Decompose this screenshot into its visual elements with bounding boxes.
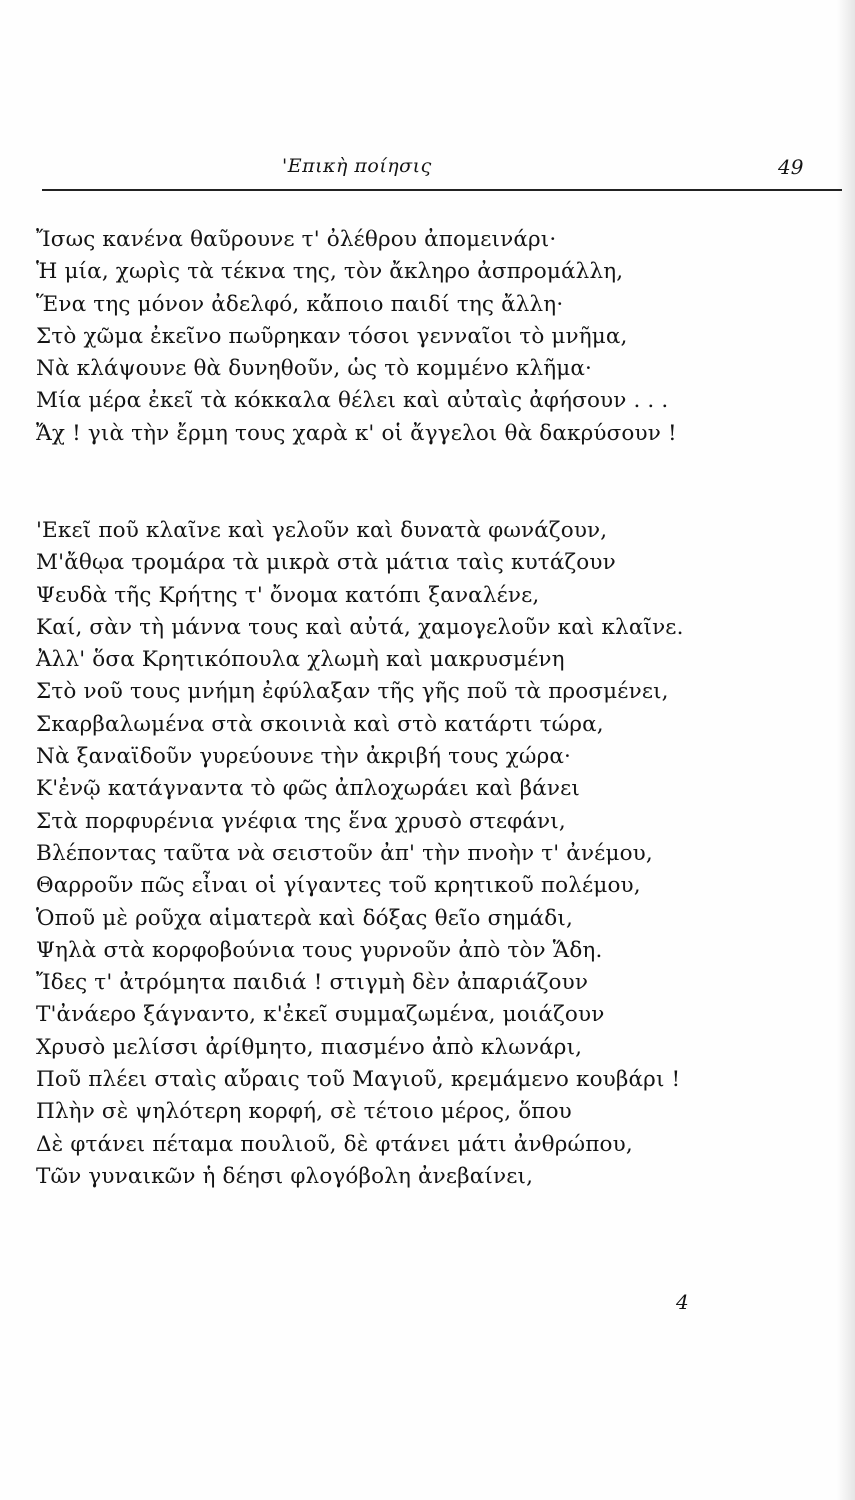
verse-line: Ποῦ πλέει σταὶς αὔραις τοῦ Μαγιοῦ, κρεμάμενο κουβάρι ! bbox=[36, 1067, 681, 1093]
verse-line: Τ'ἀνάερο ξάγναντο, κ'ἐκεῖ συμμαζωμένα, μοιάζουν bbox=[36, 1002, 605, 1028]
header-rule bbox=[42, 189, 842, 191]
verse-line: Στὰ πορφυρένια γνέφια της ἕνα χρυσὸ στεφάνι, bbox=[36, 808, 566, 834]
verse-line: Ἡ μία, χωρὶς τὰ τέκνα της, τὸν ἄκληρο ἀσπρομάλλη, bbox=[36, 259, 624, 285]
stanza-1 bbox=[36, 224, 836, 450]
verse-line: Πλὴν σὲ ψηλότερη κορφή, σὲ τέτοιο μέρος, ὅπου bbox=[36, 1099, 572, 1125]
printer-signature-mark: 4 bbox=[676, 1290, 689, 1314]
verse-line: Ψηλὰ στὰ κορφοβούνια τους γυρνοῦν ἀπὸ τὸν Ἅδη. bbox=[36, 937, 603, 963]
verse-line: Ψευδὰ τῆς Κρήτης τ' ὄνομα κατόπι ξαναλένε, bbox=[36, 582, 540, 608]
verse-line: Τῶν γυναικῶν ἡ δέησι φλογόβολη ἀνεβαίνει, bbox=[36, 1163, 534, 1189]
page-edge-shadow bbox=[837, 0, 855, 1500]
verse-line: Στὸ νοῦ τους μνήμη ἐφύλαξαν τῆς γῆς ποῦ τὰ προσμένει, bbox=[36, 679, 669, 705]
verse-line: Ἴσως κανένα θαῦρουνε τ' ὀλέθρου ἀπομεινάρι· bbox=[36, 227, 557, 252]
verse-line: Ἄχ ! γιὰ τὴν ἔρμη τους χαρὰ κ' οἱ ἄγγελοι θὰ δακρύσουν ! bbox=[36, 420, 677, 446]
verse-line: Νὰ κλάψουνε θὰ δυνηθοῦν, ὡς τὸ κομμένο κλῆμα· bbox=[36, 356, 593, 382]
verse-line: Καί, σὰν τὴ μάννα τους καὶ αὐτά, χαμογελοῦν καὶ κλαῖνε. bbox=[36, 614, 684, 640]
verse-line: Κ'ἐνῷ κατάγναντα τὸ φῶς ἀπλοχωράει καὶ βάνει bbox=[36, 776, 580, 802]
verse-line: Ἕνα της μόνον ἀδελφό, κἄποιο παιδί της ἄλλη· bbox=[36, 291, 564, 317]
verse-line: Ἴδες τ' ἀτρόμητα παιδιά ! στιγμὴ δὲν ἀπαριάζουν bbox=[36, 970, 589, 996]
verse-line: Ἀλλ' ὅσα Κρητικόπουλα χλωμὴ καὶ μακρυσμένη bbox=[36, 647, 565, 673]
verse-line: Βλέποντας ταῦτα νὰ σειστοῦν ἀπ' τὴν πνοὴν τ' ἀνέμου, bbox=[36, 840, 653, 866]
verse-line: Νὰ ξαναϊδοῦν γυρεύουνε τὴν ἀκριβή τους χώρα· bbox=[36, 744, 572, 770]
verse-line: Ὁποῦ μὲ ροῦχα αἱματερὰ καὶ δόξας θεῖο σημάδι, bbox=[36, 905, 573, 931]
running-head bbox=[0, 155, 855, 191]
verse-line: Στὸ χῶμα ἐκεῖνο πωῦρηκαν τόσοι γενναῖοι τὸ μνῆμα, bbox=[36, 323, 628, 349]
verse-line: Μία μέρα ἐκεῖ τὰ κόκκαλα θέλει καὶ αὐταὶς ἀφήσουν . . . bbox=[36, 388, 669, 414]
page-number: 49 bbox=[778, 155, 804, 179]
verse-line: 'Εκεῖ ποῦ κλαῖνε καὶ γελοῦν καὶ δυνατὰ φωνάζουν, bbox=[36, 518, 608, 543]
running-head-title: 'Επικὴ ποίησις bbox=[282, 155, 432, 177]
verse-line: Χρυσὸ μελίσσι ἀρίθμητο, πιασμένο ἀπὸ κλωνάρι, bbox=[36, 1034, 583, 1060]
verse-line: Σκαρβαλωμένα στὰ σκοινιὰ καὶ στὸ κατάρτι τώρα, bbox=[36, 711, 604, 737]
verse-line: Θαρροῦν πῶς εἶναι οἱ γίγαντες τοῦ κρητικοῦ πολέμου, bbox=[36, 873, 641, 899]
verse-line: Δὲ φτάνει πέταμα πουλιοῦ, δὲ φτάνει μάτι ἀνθρώπου, bbox=[36, 1131, 633, 1157]
verse-line: Μ'ἄθῳα τρομάρα τὰ μικρὰ στὰ μάτια ταὶς κυτάζουν bbox=[36, 550, 616, 576]
stanza-2 bbox=[36, 515, 836, 1193]
